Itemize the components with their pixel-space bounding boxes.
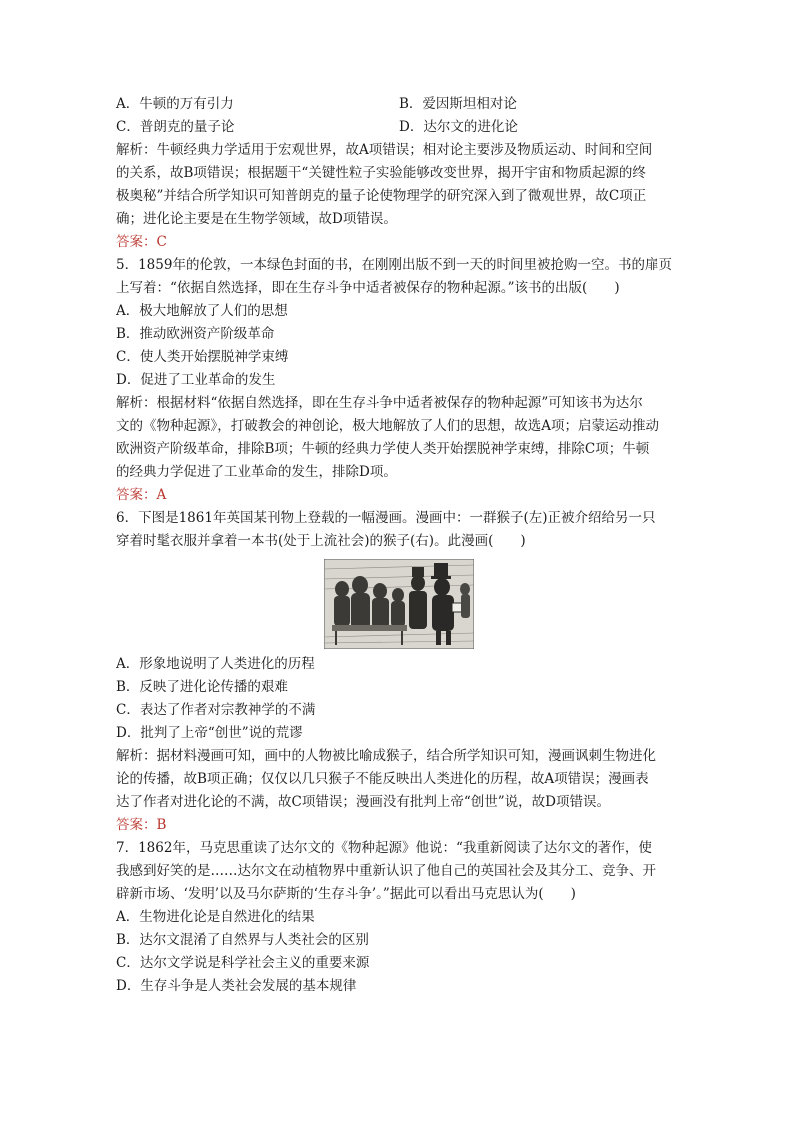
- q4-analysis: [116, 139, 682, 231]
- q5-stem-line: 5．1859年的伦敦，一本绿色封面的书，在刚刚出版不到一天的时间里被抢购一空。书的扉页: [116, 257, 672, 273]
- cartoon-figure: [116, 559, 682, 649]
- q4-analysis-line: 确；进化论主要是在生物学领域，故D项错误。: [116, 211, 397, 227]
- q5-analysis-line: 的经典力学促进了工业革命的发生，排除D项。: [116, 464, 397, 480]
- q7-option-d: D．生存斗争是人类社会发展的基本规律: [116, 978, 357, 994]
- q4-options-row-1: [116, 93, 682, 116]
- q6-option-a: A．形象地说明了人类进化的历程: [116, 656, 315, 672]
- q5-analysis-line: 欧洲资产阶级革命，排除B项；牛顿的经典力学使人类开始摆脱神学束缚，排除C项；牛顿: [116, 441, 650, 457]
- q4-analysis-line: 的关系，故B项错误；根据题干“关键性粒子实验能够改变世界，揭开宇宙和物质起源的终: [116, 165, 646, 181]
- q4-analysis-line: 极奥秘”并结合所学知识可知普朗克的量子论使物理学的研究深入到了微观世界，故C项正: [116, 188, 647, 204]
- q6-option-c: C．表达了作者对宗教神学的不满: [116, 702, 316, 718]
- q4-options-row-2: [116, 116, 682, 139]
- q5-analysis: [116, 392, 682, 484]
- q4-analysis-line: 解析：牛顿经典力学适用于宏观世界，故A项错误；相对论主要涉及物质运动、时间和空间: [116, 142, 653, 158]
- q6-option-d: D．批判了上帝“创世”说的荒谬: [116, 725, 303, 741]
- q4-option-c: C．普朗克的量子论: [116, 119, 235, 135]
- q6-analysis: [116, 745, 682, 814]
- q6-option-b: B．反映了进化论传播的艰难: [116, 679, 288, 695]
- q7-stem-line: 我感到好笑的是……达尔文在动植物界中重新认识了他自己的英国社会及其分工、竞争、开: [116, 863, 656, 879]
- q7-option-b: B．达尔文混淆了自然界与人类社会的区别: [116, 932, 369, 948]
- q6-analysis-line: 论的传播，故B项正确；仅仅以几只猴子不能反映出人类进化的历程，故A项错误；漫画表: [116, 771, 649, 787]
- q4-answer: 答案：C: [116, 234, 167, 250]
- exam-page: [116, 93, 682, 998]
- q6-analysis-line: 达了作者对进化论的不满，故C项错误；漫画没有批判上帝“创世”说，故D项错误。: [116, 794, 610, 810]
- q6-analysis-line: 解析：据材料漫画可知，画中的人物被比喻成猴子，结合所学知识可知，漫画讽刺生物进化: [116, 748, 656, 764]
- q7-stem-line: 辟新市场、‘发明’以及马尔萨斯的‘生存斗争’。”据此可以看出马克思认为( ): [116, 886, 576, 902]
- q4-option-a: A．牛顿的万有引力: [116, 96, 234, 112]
- q5-option-d: D．促进了工业革命的发生: [116, 372, 276, 388]
- q7-stem-line: 7．1862年，马克思重读了达尔文的《物种起源》他说：“我重新阅读了达尔文的著作，使: [116, 840, 652, 856]
- q7-option-a: A．生物进化论是自然进化的结果: [116, 909, 315, 925]
- monkey-cartoon-image: [324, 559, 474, 649]
- q5-option-b: B．推动欧洲资产阶级革命: [116, 326, 275, 342]
- q6-stem-line: 6．下图是1861年英国某刊物上登载的一幅漫画。漫画中：一群猴子(左)正被介绍给另一只: [116, 510, 656, 526]
- q6-stem-line: 穿着时髦衣服并拿着一本书(处于上流社会)的猴子(右)。此漫画( ): [116, 533, 526, 549]
- q5-option-c: C．使人类开始摆脱神学束缚: [116, 349, 289, 365]
- q4-option-d: D．达尔文的进化论: [399, 119, 518, 135]
- q5-answer: 答案：A: [116, 487, 167, 503]
- q7-option-c: C．达尔文学说是科学社会主义的重要来源: [116, 955, 370, 971]
- q6-answer: 答案：B: [116, 817, 167, 833]
- q4-option-b: B．爱因斯坦相对论: [399, 96, 517, 112]
- q5-stem-line: 上写着：“依据自然选择，即在生存斗争中适者被保存的物种起源。”该书的出版( ): [116, 280, 620, 296]
- q5-analysis-line: 解析：根据材料“依据自然选择，即在生存斗争中适者被保存的物种起源”可知该书为达尔: [116, 395, 643, 411]
- q5-option-a: A．极大地解放了人们的思想: [116, 303, 288, 319]
- q5-analysis-line: 文的《物种起源》，打破教会的神创论，极大地解放了人们的思想，故选A项；启蒙运动推动: [116, 418, 659, 434]
